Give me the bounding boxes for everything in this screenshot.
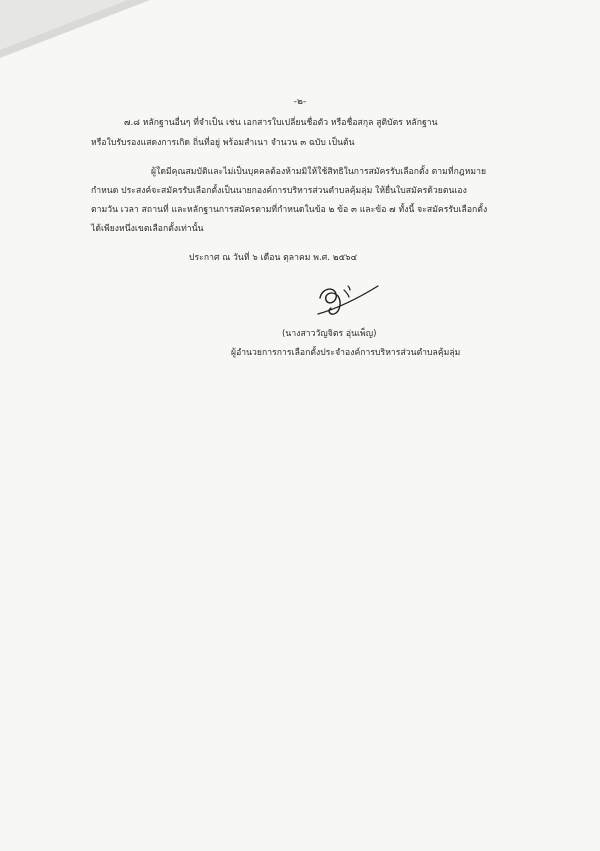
announcement-date: ประกาศ ณ วันที่ ๖ เดือน ตุลาคม พ.ศ. ๒๕๖๔ xyxy=(189,253,358,263)
paragraph-line-4: ได้เพียงหนึ่งเขตเลือกตั้งเท่านั้น xyxy=(91,224,204,234)
item-7-8-line-2: หรือใบรับรองแสดงการเกิด ถิ่นที่อยู่ พร้อมสำเนา จำนวน ๓ ฉบับ เป็นต้น xyxy=(91,138,355,148)
page-number: -๒- xyxy=(293,97,307,107)
paragraph-line-3: ตามวัน เวลา สถานที่ และหลักฐานการสมัครตามที่กำหนดในข้อ ๒ ข้อ ๓ และข้อ ๗ ทั้งนี้ จะสมัครรับเลือกตั้ง xyxy=(91,205,488,215)
signature-image xyxy=(312,280,382,320)
folded-corner-inner xyxy=(0,0,128,50)
signatory-title: ผู้อำนวยการการเลือกตั้งประจำองค์การบริหารส่วนตำบลคุ้มลุ่ม xyxy=(231,348,461,358)
item-7-8-line-1: ๗.๘ หลักฐานอื่นๆ ที่จำเป็น เช่น เอกสารใบเปลี่ยนชื่อตัว หรือชื่อสกุล สูติบัตร หลักฐาน xyxy=(124,118,438,128)
paragraph-line-2: กำหนด ประสงค์จะสมัครรับเลือกตั้งเป็นนายกองค์การบริหารส่วนตำบลคุ้มลุ่ม ให้ยื่นใบสมัครด้วยตนเอง xyxy=(91,186,467,196)
signatory-name: (นางสาววัญจิตร อุ่นเพ็ญ) xyxy=(282,329,377,339)
paragraph-line-1: ผู้ใดมีคุณสมบัติและไม่เป็นบุคคลต้องห้ามมิให้ใช้สิทธิในการสมัครรับเลือกตั้ง ตามที่กฎหมาย xyxy=(151,167,487,177)
